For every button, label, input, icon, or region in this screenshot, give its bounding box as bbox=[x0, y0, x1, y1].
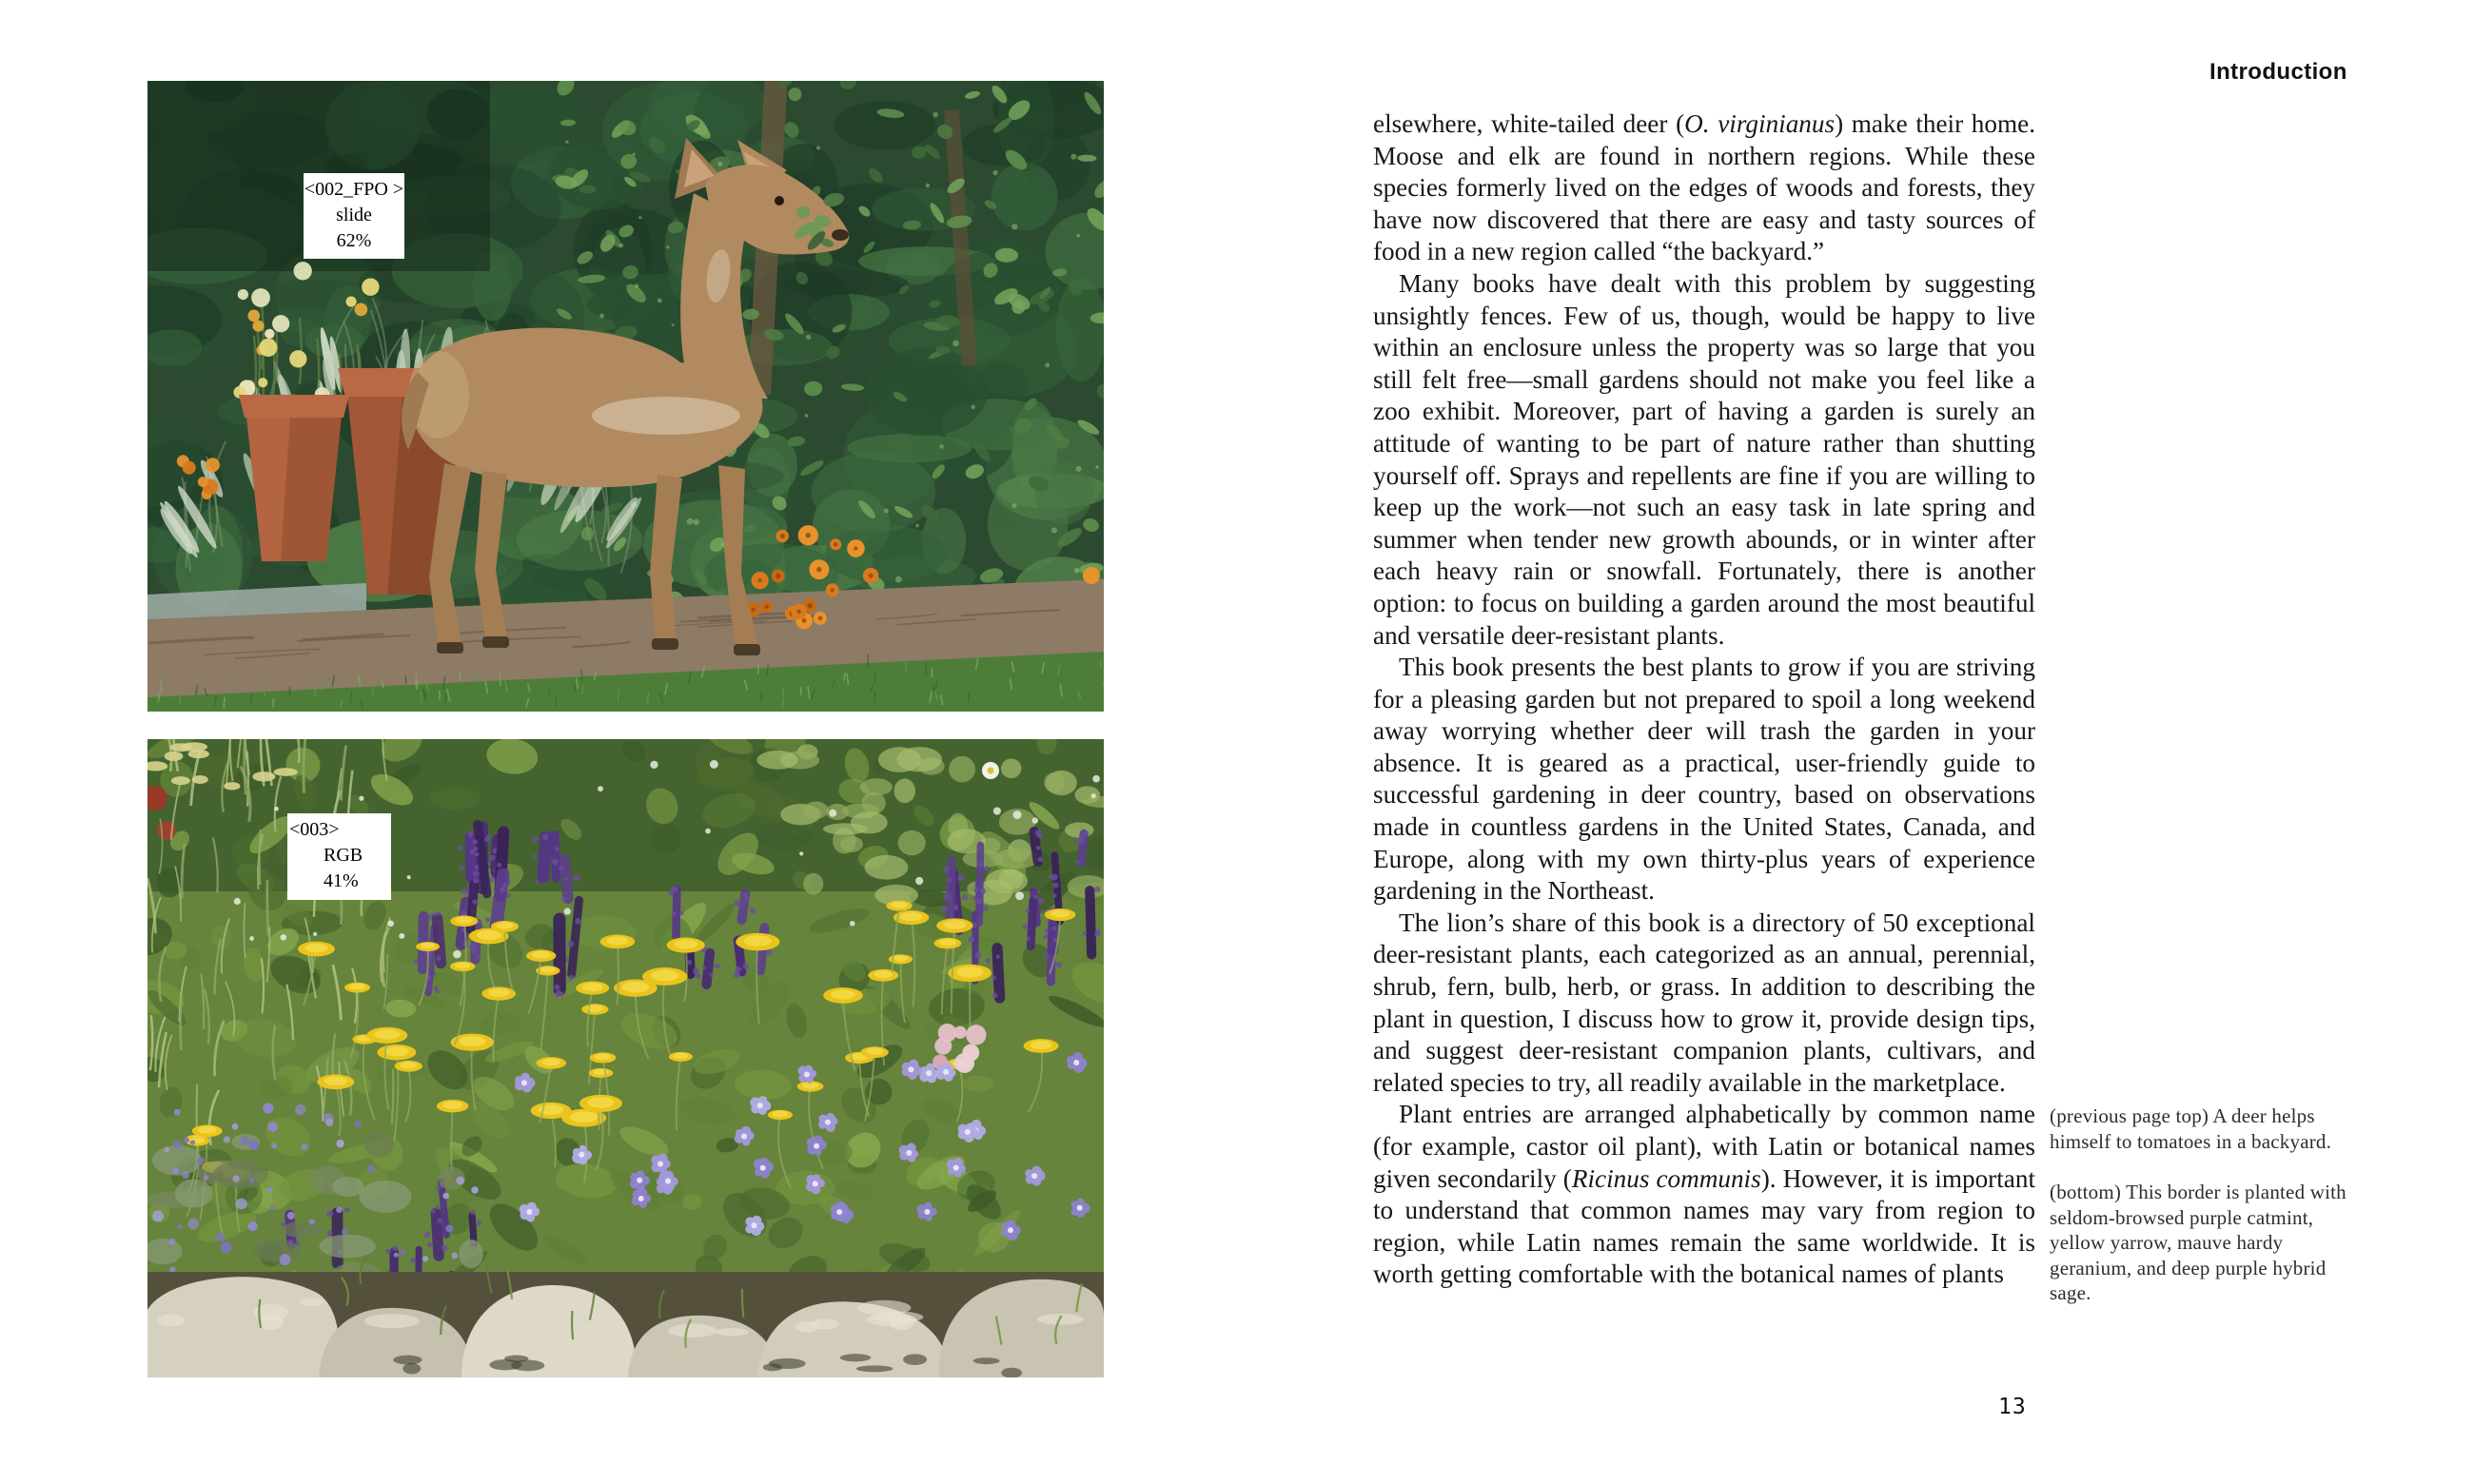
fpo-scale-label: 62% bbox=[336, 230, 372, 251]
deer-photo-illustration bbox=[147, 81, 1104, 712]
body-text-column bbox=[1373, 108, 2035, 1291]
running-head: Introduction bbox=[2209, 59, 2347, 85]
caption-previous-page-top: (previous page top) A deer helps himself to tomatoes in a backyard. bbox=[2050, 1104, 2332, 1153]
caption-bottom: (bottom) This border is planted with seldom-browsed purple catmint, yellow yarrow, mauve hardy geranium, and deep purple hybrid sage. bbox=[2050, 1181, 2346, 1304]
body-paragraph: Many books have dealt with this problem by suggesting unsightly fences. Few of us, though, would be happy to live within an enclosure unless the property was so large that you still felt free—small gardens should not make you feel like a zoo exhibit. Moreover, part of having a garden is surely an attitude of wanting to be part of nature rather than shutting yourself off. Sprays and repellents are fine if you are willing to keep up the work—not such an easy task in late spring and summer when tender new growth abounds, or in winter after each heavy rain or snowfall. Fortunately, there is another option: to focus on building a garden around the most beautiful and versatile deer-resistant plants. bbox=[1373, 268, 2035, 650]
flower-border-photo bbox=[147, 739, 1104, 1377]
body-paragraph: This book presents the best plants to grow if you are striving for a pleasing garden but not prepared to spoil a long weekend away worrying whether deer will trash the garden in your absence. It is geared as a practical, user-friendly guide to successful gardening in deer country, based on observations made in countless gardens in the United States, Canada, and Europe, along with my own thirty-plus years of experience gardening in the Northeast. bbox=[1373, 653, 2035, 906]
fpo-placeholder-box bbox=[287, 813, 391, 900]
fpo-id-label: <003> bbox=[289, 819, 340, 840]
caption-column bbox=[2050, 1103, 2352, 1332]
page-number: 13 bbox=[1998, 1395, 2027, 1419]
fpo-placeholder-box bbox=[304, 173, 404, 259]
deer-photo bbox=[147, 81, 1104, 712]
fpo-type-label: slide bbox=[336, 205, 372, 225]
fpo-id-label: <002_FPO > bbox=[304, 179, 404, 200]
fpo-scale-label: 41% bbox=[324, 870, 359, 891]
body-paragraph: Plant entries are arranged alphabetically by common name (for example, castor oil plant), with Latin or botanical names given secondarily (Ricinus communis). However, it is important to understand that common names may vary from region to region, while Latin names remain the same worldwide. It is worth getting comfortable with the botanical names of plants bbox=[1373, 1100, 2035, 1289]
body-paragraph: The lion’s share of this book is a directory of 50 exceptional deer-resistant plants, each categorized as an annual, perennial, shrub, fern, bulb, herb, or grass. In addition to describing the plant in question, I discuss how to grow it, provide design tips, and suggest deer-resistant companion plants, cultivars, and related species to try, all readily available in the marketplace. bbox=[1373, 908, 2035, 1097]
rock-edging bbox=[147, 1256, 1104, 1377]
body-paragraph: elsewhere, white-tailed deer (O. virginianus) make their home. Moose and elk are found in northern regions. While these species formerly lived on the edges of woods and forests, they have now discovered that there are easy and tasty sources of food in a new region called “the backyard.” bbox=[1373, 109, 2035, 266]
fpo-type-label: RGB bbox=[324, 845, 363, 866]
